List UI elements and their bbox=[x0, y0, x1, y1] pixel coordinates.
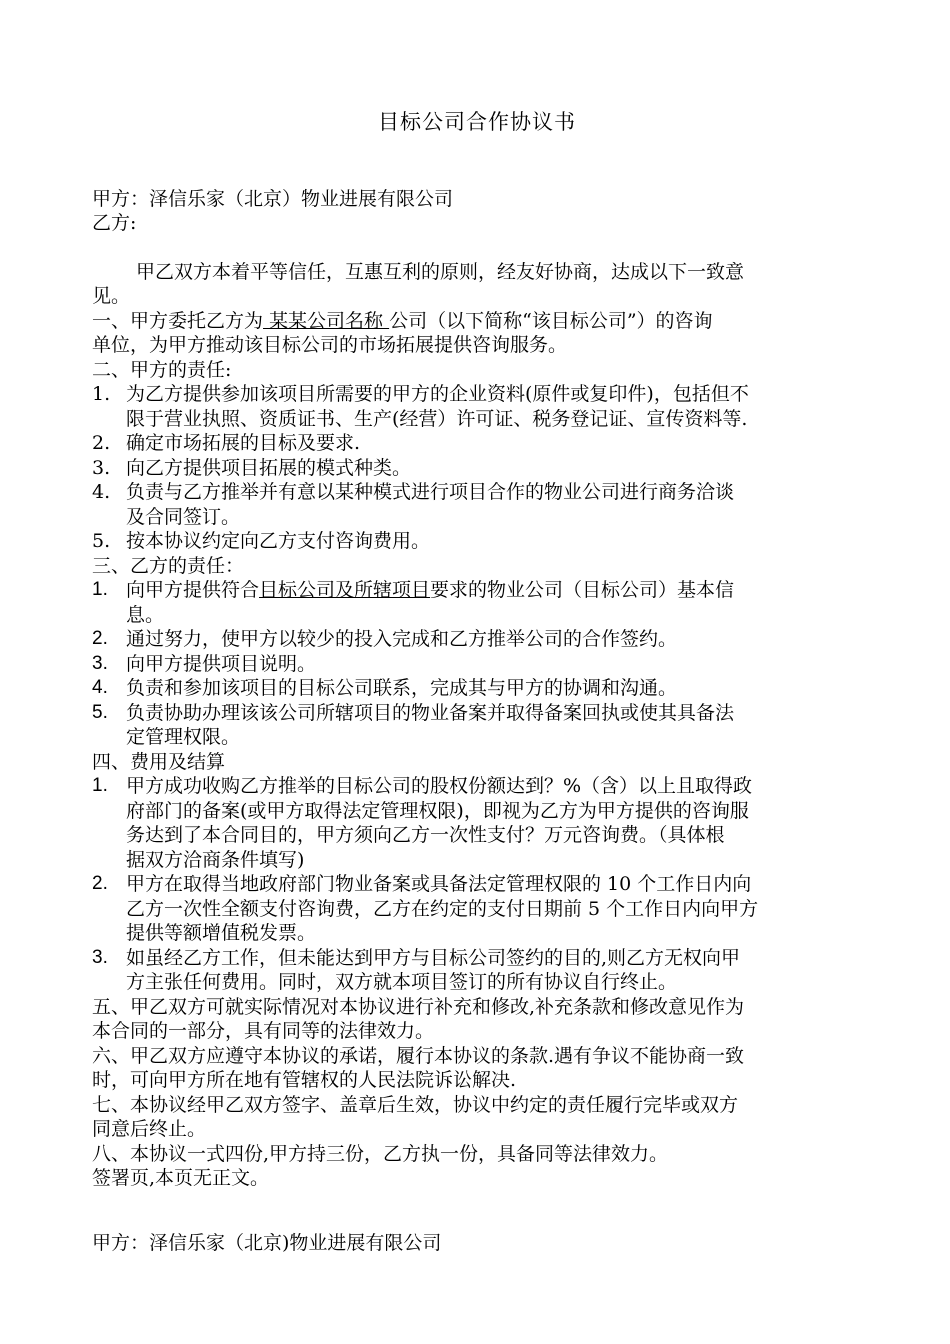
section-2-heading: 二、甲方的责任: bbox=[92, 358, 232, 381]
list-number: 3. bbox=[92, 652, 108, 674]
section-4-heading: 四、费用及结算 bbox=[92, 750, 226, 773]
section-7-line-2: 同意后终止。 bbox=[92, 1118, 207, 1140]
section-6-line-2: 时，可向甲方所在地有管辖权的人民法院诉讼解决. bbox=[92, 1069, 517, 1091]
list-item-text bbox=[126, 529, 862, 554]
text-line: 为乙方提供参加该项目所需要的甲方的企业资料(原件或复印件)，包括但不 bbox=[126, 383, 749, 405]
text-line: 乙方一次性全额支付咨询费，乙方在约定的支付日期前 5 个工作日内向甲方 bbox=[126, 897, 759, 920]
section-6-line-1: 六、甲乙双方应遵守本协议的承诺，履行本协议的条款.遇有争议不能协商一致 bbox=[92, 1044, 745, 1067]
list-number: 2. bbox=[92, 628, 108, 649]
section-7-line-1: 七、本协议经甲乙双方签字、盖章后生效，协议中约定的责任履行完毕或双方 bbox=[92, 1093, 739, 1116]
underlined-text: 目标公司及所辖项目 bbox=[259, 579, 431, 601]
list-number: 1. bbox=[92, 775, 108, 796]
text-line: 方主张任何费用。同时，双方就本项目签订的所有协议自行终止。 bbox=[126, 971, 678, 993]
text-line: 向甲方提供项目说明。 bbox=[126, 652, 317, 675]
text-line: 提供等额增值税发票。 bbox=[126, 922, 317, 944]
text-line: 负责和参加该项目的目标公司联系，完成其与甲方的协调和沟通。 bbox=[126, 677, 678, 699]
list-number: 5. bbox=[92, 701, 108, 723]
text-line: 务达到了本合同目的，甲方须向乙方一次性支付？万元咨询费。（具体根 bbox=[126, 824, 725, 846]
list-item-text bbox=[126, 431, 862, 456]
text-line: 按本协议约定向乙方支付咨询费用。 bbox=[126, 530, 431, 552]
text-line: 确定市场拓展的目标及要求. bbox=[126, 432, 361, 454]
list-item-text bbox=[126, 872, 862, 946]
list-item-text bbox=[126, 456, 862, 481]
party-b-line: 乙方: bbox=[92, 212, 137, 234]
text-run: 要求的物业公司（目标公司）基本信 bbox=[430, 579, 735, 601]
list-item-text bbox=[126, 652, 862, 677]
section-5-line-2: 本合同的一部分，具有同等的法律效力。 bbox=[92, 1020, 435, 1042]
list-number: 4. bbox=[92, 481, 111, 503]
text-line: 负责协助办理该该公司所辖项目的物业备案并取得备案回执或使其具备法 bbox=[126, 701, 735, 724]
signature-party-a: 甲方：泽信乐家（北京)物业进展有限公司 bbox=[92, 1231, 442, 1254]
section-1-line-1 bbox=[92, 309, 862, 334]
list-item-text bbox=[126, 676, 862, 701]
section-2-item-4 bbox=[92, 480, 862, 529]
section-4-list bbox=[92, 774, 862, 995]
list-item-text bbox=[126, 578, 862, 627]
list-item-text bbox=[126, 480, 862, 529]
text-line: 定管理权限。 bbox=[126, 726, 241, 748]
section-4-item-2 bbox=[92, 872, 862, 946]
section-3-item-5 bbox=[92, 701, 862, 750]
list-number: 4. bbox=[92, 677, 108, 698]
text-line: 府部门的备案(或甲方取得法定管理权限)，即视为乙方为甲方提供的咨询服 bbox=[126, 799, 749, 822]
section-2-list bbox=[92, 382, 862, 554]
list-number: 2. bbox=[92, 873, 108, 894]
list-item-text bbox=[126, 627, 862, 652]
intro-line-1: 甲乙双方本着平等信任，互惠互利的原则，经友好协商，达成以下一致意 bbox=[136, 260, 745, 283]
text-line: 甲方在取得当地政府部门物业备案或具备法定管理权限的 10 个工作日内向 bbox=[126, 873, 752, 895]
section-1-line-2: 单位，为甲方推动该目标公司的市场拓展提供咨询服务。 bbox=[92, 334, 568, 356]
spacer bbox=[92, 1191, 862, 1231]
section-3-item-4 bbox=[92, 676, 862, 701]
list-item-text bbox=[126, 774, 862, 872]
document-page bbox=[92, 110, 862, 1255]
list-number: 1. bbox=[92, 383, 111, 405]
list-number: 1. bbox=[92, 579, 108, 600]
section-8-line: 八、本协议一式四份,甲方持三份，乙方执一份，具备同等法律效力。 bbox=[92, 1142, 669, 1165]
text-line: 甲方成功收购乙方推举的目标公司的股权份额达到？%（含）以上且取得政 bbox=[126, 775, 753, 797]
text-run: 息。 bbox=[126, 603, 165, 626]
section-2-item-3 bbox=[92, 456, 862, 481]
section-3-item-1 bbox=[92, 578, 862, 627]
section-2-item-1 bbox=[92, 382, 862, 431]
text-line: 负责与乙方推举并有意以某种模式进行项目合作的物业公司进行商务洽谈 bbox=[126, 481, 735, 503]
text-line: 如虽经乙方工作，但未能达到甲方与目标公司签约的目的,则乙方无权向甲 bbox=[126, 946, 741, 969]
text-line: 及合同签订。 bbox=[126, 505, 241, 528]
section-2-item-5 bbox=[92, 529, 862, 554]
section-4-item-1 bbox=[92, 774, 862, 872]
text-line: 通过努力，使甲方以较少的投入完成和乙方推举公司的合作签约。 bbox=[126, 628, 678, 650]
text-line: 据双方洽商条件填写) bbox=[126, 848, 305, 871]
text-line: 向乙方提供项目拓展的模式种类。 bbox=[126, 456, 412, 479]
text-run: 向甲方提供符合 bbox=[126, 579, 260, 601]
document-title: 目标公司合作协议书 bbox=[378, 110, 576, 134]
spacer bbox=[92, 236, 862, 260]
section-3-list bbox=[92, 627, 862, 750]
list-number: 5. bbox=[92, 530, 111, 552]
section-1-suffix: 公司（以下简称“该目标公司”）的咨询 bbox=[389, 309, 713, 332]
section-1-prefix: 一、甲方委托乙方为 bbox=[92, 309, 264, 332]
list-number: 3. bbox=[92, 456, 111, 479]
list-number: 2. bbox=[92, 432, 111, 454]
intro-line-2: 见。 bbox=[92, 285, 131, 307]
text-line: 限于营业执照、资质证书、生产(经营）许可证、税务登记证、宣传资料等. bbox=[126, 407, 748, 430]
section-4-item-3 bbox=[92, 946, 862, 995]
section-5-line-1: 五、甲乙双方可就实际情况对本协议进行补充和修改,补充条款和修改意见作为 bbox=[92, 995, 745, 1018]
list-item-text bbox=[126, 701, 862, 750]
list-item-text bbox=[126, 946, 862, 995]
party-a-line: 甲方：泽信乐家（北京）物业进展有限公司 bbox=[92, 187, 454, 210]
section-3-item-3 bbox=[92, 652, 862, 677]
section-3-heading: 三、乙方的责任： bbox=[92, 554, 245, 577]
section-3-item-2 bbox=[92, 627, 862, 652]
section-2-item-2 bbox=[92, 431, 862, 456]
list-number: 3. bbox=[92, 946, 108, 968]
target-company-name: 某某公司名称 bbox=[263, 309, 390, 332]
list-item-text bbox=[126, 382, 862, 431]
signature-note: 签署页,本页无正文。 bbox=[92, 1167, 270, 1189]
